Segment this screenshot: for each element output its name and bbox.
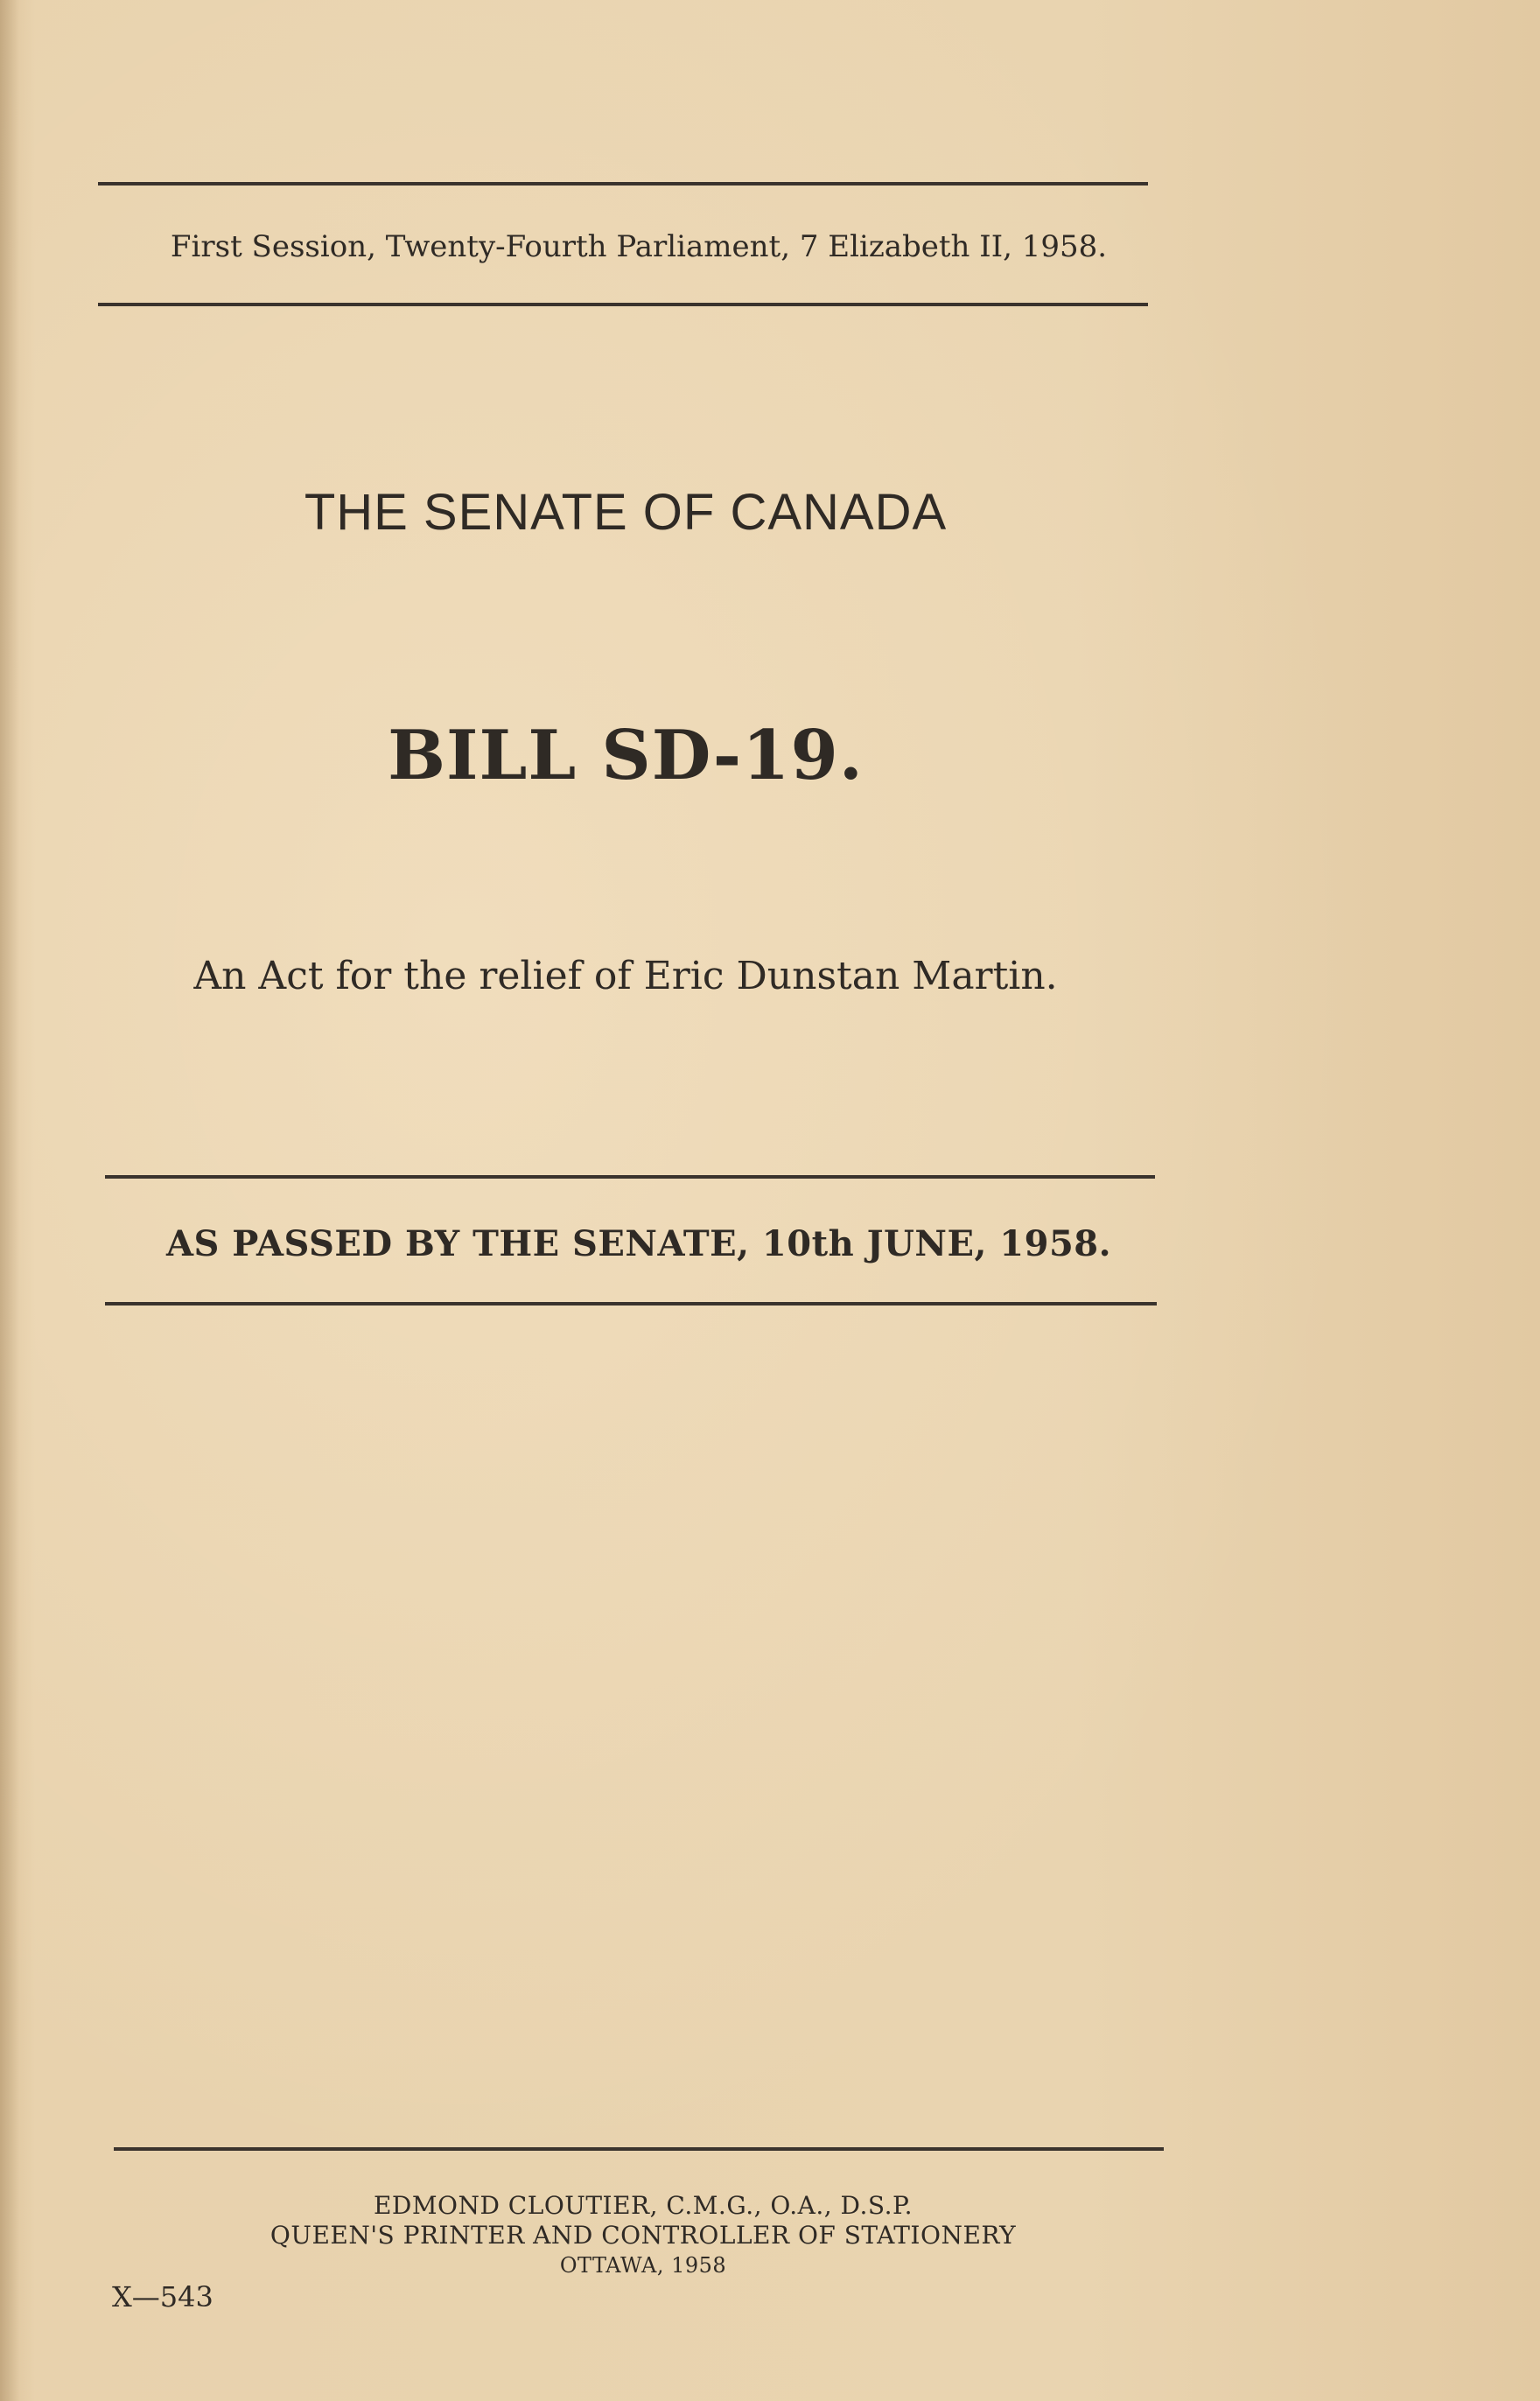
act-description: An Act for the relief of Eric Dunstan Martin. [193,954,1058,998]
top-rule-lower [98,303,1148,306]
passed-rule-upper [105,1175,1155,1179]
passed-rule-lower [105,1302,1157,1306]
session-line: First Session, Twenty-Fourth Parliament, 7 Elizabeth II, 1958. [170,229,1108,264]
printer-title: QUEEN'S PRINTER AND CONTROLLER OF STATIONERY [270,2221,1017,2250]
bill-number: BILL SD-19. [388,716,864,795]
chamber-title: THE SENATE OF CANADA [304,484,948,541]
spine-shadow [0,0,19,2401]
printer-name: EDMOND CLOUTIER, C.M.G., O.A., D.S.P. [373,2191,914,2220]
imprint-rule [114,2147,1164,2151]
document-code: X—543 [112,2280,214,2314]
printer-place-year: OTTAWA, 1958 [559,2253,727,2278]
top-rule-upper [98,182,1148,186]
passed-status: AS PASSED BY THE SENATE, 10th JUNE, 1958. [165,1223,1112,1264]
